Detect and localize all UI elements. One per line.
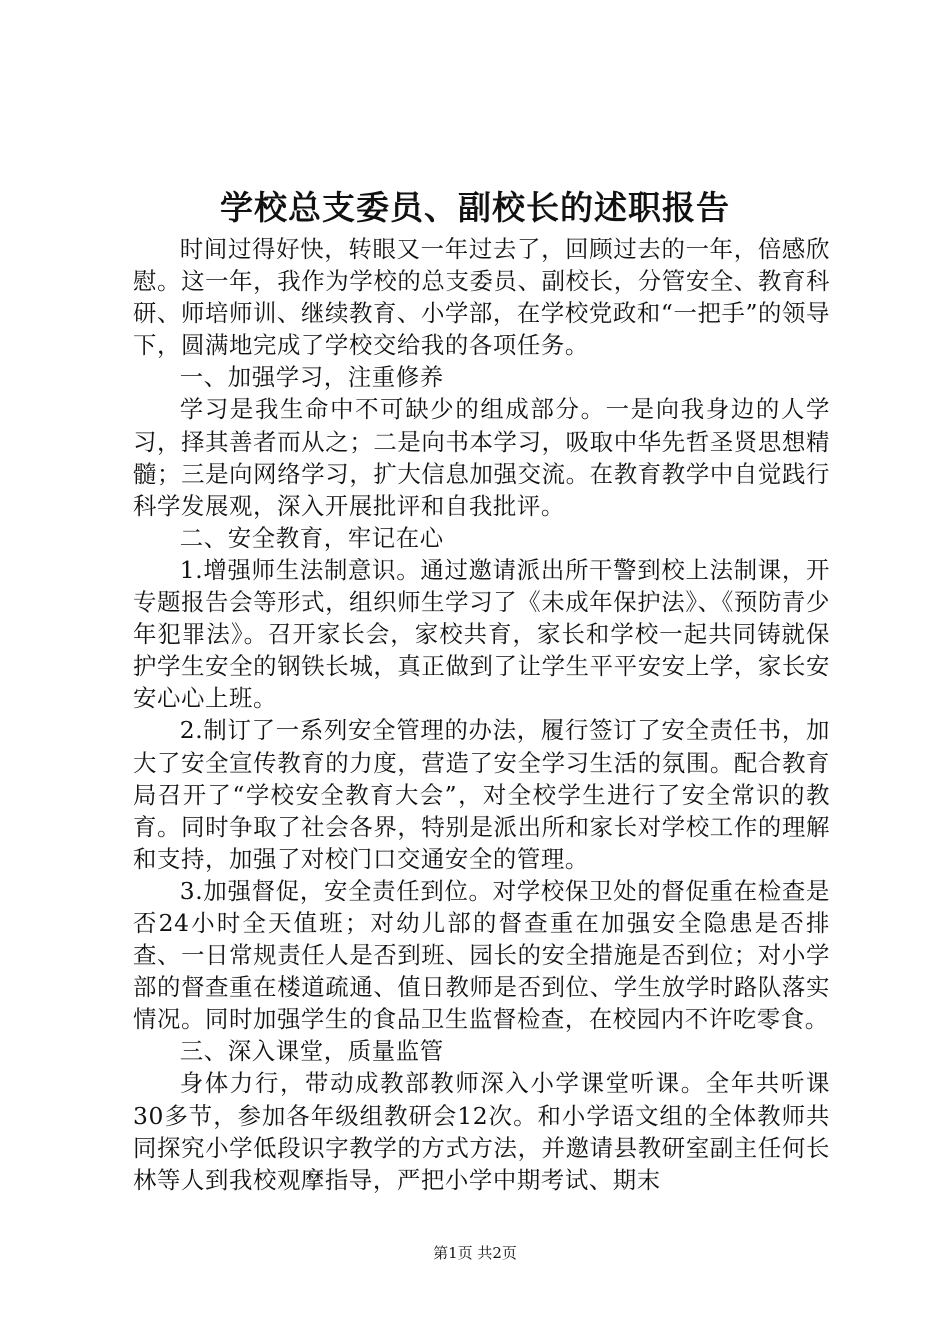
section-heading-2: 二、安全教育，牢记在心 [179, 523, 444, 552]
document-body [133, 233, 830, 1196]
paragraph-study: 学习是我生命中不可缺少的组成部分。一是向我身边的人学习，择其善者而从之；二是向书本学习，吸取中华先哲圣贤思想精髓；三是向网络学习，扩大信息加强交流。在教育教学中自觉践行科学发展观，深入开展批评和自我批评。 [133, 395, 830, 520]
page-number-footer: 第1页 共2页 [433, 1244, 517, 1262]
paragraph-classroom: 身体力行，带动成教部教师深入小学课堂听课。全年共听课30多节，参加各年级组教研会12次。和小学语文组的全体教师共同探究小学低段识字教学的方式方法，并邀请县教研室副主任何长林等人到我校观摩指导，严把小学中期考试、期末 [133, 1069, 830, 1194]
section-heading-3: 三、深入课堂，质量监管 [179, 1037, 444, 1066]
paragraph-safety-1: 1.增强师生法制意识。通过邀请派出所干警到校上法制课，开专题报告会等形式，组织师生学习了《未成年保护法》、《预防青少年犯罪法》。召开家长会，家校共育，家长和学校一起共同铸就保护学生安全的钢铁长城，真正做到了让学生平平安安上学，家长安安心心上班。 [133, 555, 830, 713]
paragraph-safety-3: 3.加强督促，安全责任到位。对学校保卫处的督促重在检查是否24小时全天值班；对幼儿部的督查重在加强安全隐患是否排查、一日常规责任人是否到班、园长的安全措施是否到位；对小学部的督查重在楼道疏通、值日教师是否到位、学生放学时路队落实情况。同时加强学生的食品卫生监督检查，在校园内不许吃零食。 [133, 876, 830, 1034]
paragraph-safety-2: 2.制订了一系列安全管理的办法，履行签订了安全责任书，加大了安全宣传教育的力度，营造了安全学习生活的氛围。配合教育局召开了“学校安全教育大会”，对全校学生进行了安全常识的教育。同时争取了社会各界，特别是派出所和家长对学校工作的理解和支持，加强了对校门口交通安全的管理。 [133, 716, 830, 873]
document-title: 学校总支委员、副校长的述职报告 [220, 188, 730, 227]
section-heading-1: 一、加强学习，注重修养 [179, 363, 444, 392]
paragraph-intro: 时间过得好快，转眼又一年过去了，回顾过去的一年，倍感欣慰。这一年，我作为学校的总支委员、副校长，分管安全、教育科研、师培师训、继续教育、小学部，在学校党政和“一把手”的领导下，圆满地完成了学校交给我的各项任务。 [133, 235, 830, 360]
